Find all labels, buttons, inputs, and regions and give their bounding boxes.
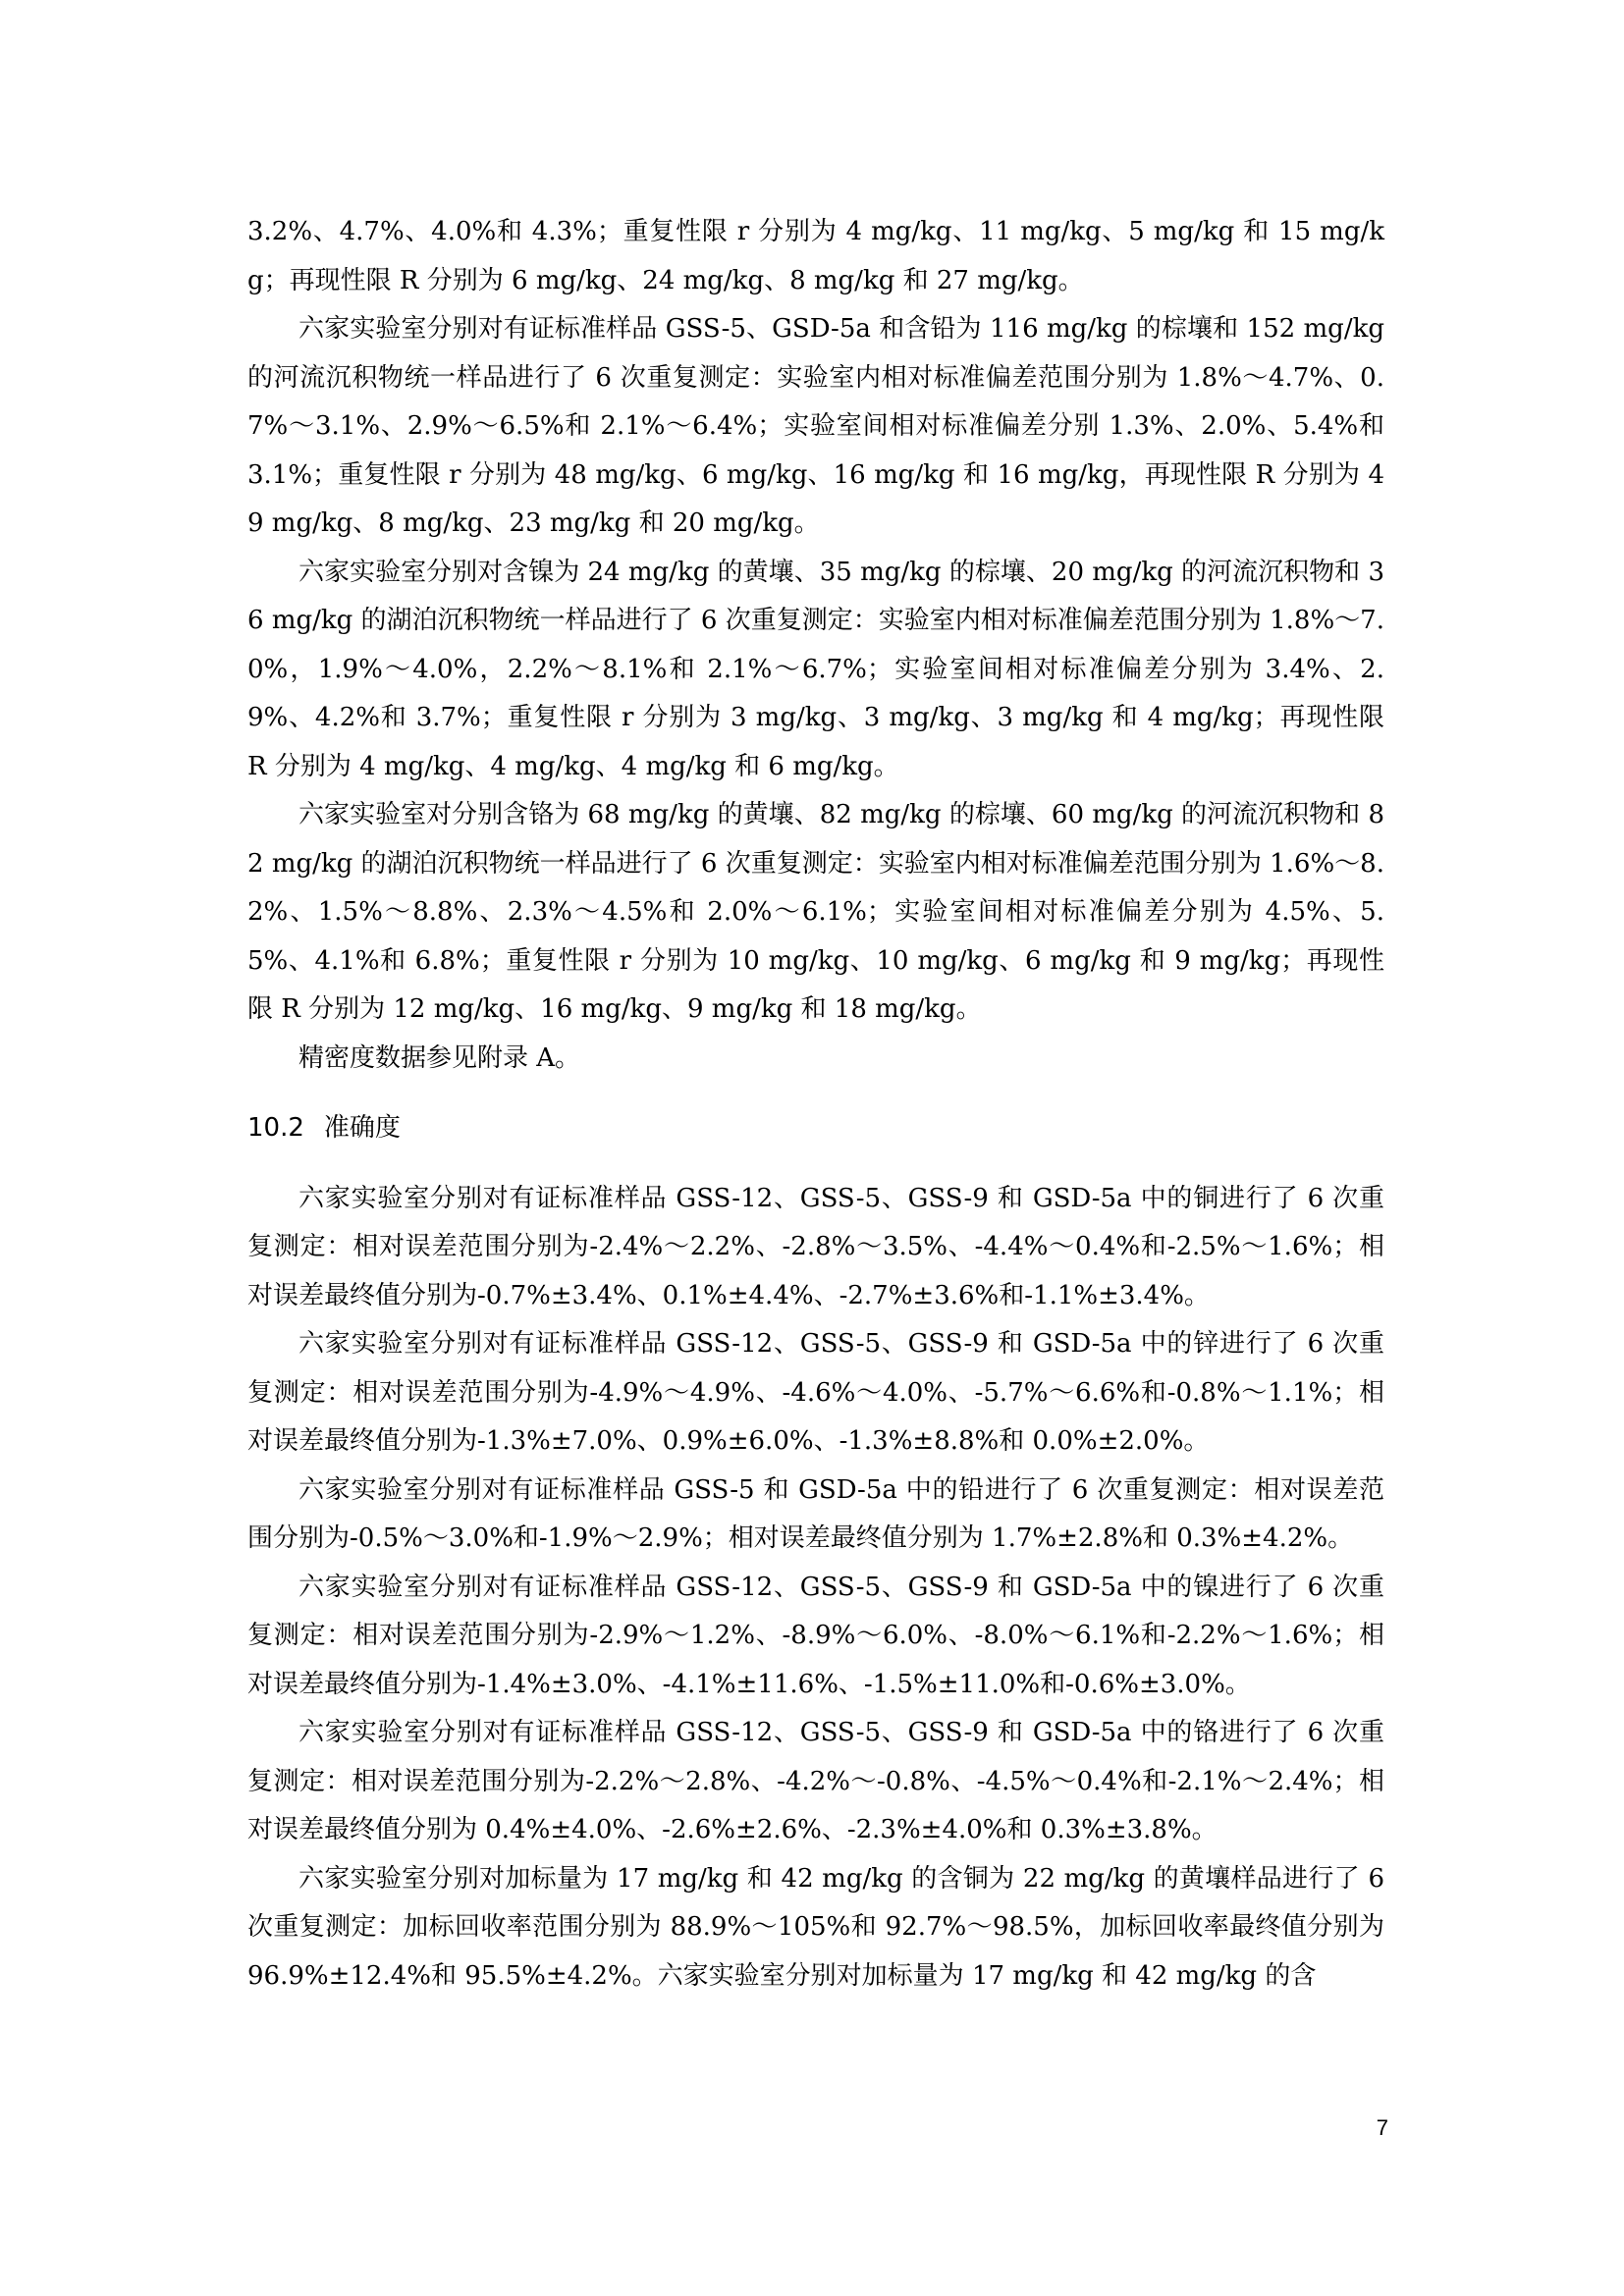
accuracy-paragraph-copper: 六家实验室分别对有证标准样品 GSS-12、GSS-5、GSS-9 和 GSD-5a 中的铜进行了 6 次重复测定：相对误差范围分别为-2.4%～2.2%、-2.8%～3.5%、-4.4%～0.4%和-2.5%～1.6%；相对误差最终值分别为-0.7%±3.4%、0.1%±4.4%、-2.7%±3.6%和-1.1%±3.4%。 [247, 1183, 1384, 1310]
precision-paragraph-lead: 六家实验室分别对有证标准样品 GSS-5、GSD-5a 和含铅为 116 mg/kg 的棕壤和 152 mg/kg 的河流沉积物统一样品进行了 6 次重复测定：实验室内相对标准偏差范围分别为 1.8%～4.7%、0.7%～3.1%、2.9%～6.5%和 2.1%～6.4%；实验室间相对标准偏差分别 1.3%、2.0%、5.4%和 3.1%；重复性限 r 分别为 48 mg/kg、6 mg/kg、16 mg/kg 和 16 mg/kg，再现性限 R 分别为 49 mg/kg、8 mg/kg、23 mg/kg 和 20 mg/kg。 [247, 314, 1384, 538]
accuracy-paragraph-chromium: 六家实验室分别对有证标准样品 GSS-12、GSS-5、GSS-9 和 GSD-5a 中的铬进行了 6 次重复测定：相对误差范围分别为-2.2%～2.8%、-4.2%～-0.8%、-4.5%～0.4%和-2.1%～2.4%；相对误差最终值分别为 0.4%±4.0%、-2.6%±2.6%、-2.3%±4.0%和 0.3%±3.8%。 [247, 1718, 1384, 1844]
section-title: 准确度 [323, 1113, 401, 1143]
section-heading-accuracy [247, 1104, 1384, 1153]
document-body [247, 208, 1384, 2001]
page-number: 7 [1376, 2115, 1388, 2140]
accuracy-paragraph-spike-recovery: 六家实验室分别对加标量为 17 mg/kg 和 42 mg/kg 的含铜为 22 mg/kg 的黄壤样品进行了 6 次重复测定：加标回收率范围分别为 88.9%～105%和 92.7%～98.5%，加标回收率最终值分别为 96.9%±12.4%和 95.5%±4.2%。六家实验室分别对加标量为 17 mg/kg 和 42 mg/kg 的含 [247, 1863, 1384, 1991]
precision-paragraph-nickel: 六家实验室分别对含镍为 24 mg/kg 的黄壤、35 mg/kg 的棕壤、20 mg/kg 的河流沉积物和 36 mg/kg 的湖泊沉积物统一样品进行了 6 次重复测定：实验室内相对标准偏差范围分别为 1.8%～7.0%，1.9%～4.0%，2.2%～8.1%和 2.1%～6.7%；实验室间相对标准偏差分别为 3.4%、2.9%、4.2%和 3.7%；重复性限 r 分别为 3 mg/kg、3 mg/kg、3 mg/kg 和 4 mg/kg；再现性限 R 分别为 4 mg/kg、4 mg/kg、4 mg/kg 和 6 mg/kg。 [247, 557, 1384, 781]
accuracy-paragraph-lead: 六家实验室分别对有证标准样品 GSS-5 和 GSD-5a 中的铅进行了 6 次重复测定：相对误差范围分别为-0.5%～3.0%和-1.9%～2.9%；相对误差最终值分别为 1.7%±2.8%和 0.3%±4.2%。 [247, 1474, 1384, 1553]
accuracy-paragraph-nickel: 六家实验室分别对有证标准样品 GSS-12、GSS-5、GSS-9 和 GSD-5a 中的镍进行了 6 次重复测定：相对误差范围分别为-2.9%～1.2%、-8.9%～6.0%、-8.0%～6.1%和-2.2%～1.6%；相对误差最终值分别为-1.4%±3.0%、-4.1%±11.6%、-1.5%±11.0%和-0.6%±3.0%。 [247, 1572, 1384, 1699]
precision-paragraph-continued: 3.2%、4.7%、4.0%和 4.3%；重复性限 r 分别为 4 mg/kg、11 mg/kg、5 mg/kg 和 15 mg/kg；再现性限 R 分别为 6 mg/kg、24 mg/kg、8 mg/kg 和 27 mg/kg。 [247, 217, 1384, 295]
precision-appendix-note: 精密度数据参见附录 A。 [298, 1042, 581, 1073]
precision-paragraph-chromium: 六家实验室对分别含铬为 68 mg/kg 的黄壤、82 mg/kg 的棕壤、60 mg/kg 的河流沉积物和 82 mg/kg 的湖泊沉积物统一样品进行了 6 次重复测定：实验室内相对标准偏差范围分别为 1.6%～8.2%、1.5%～8.8%、2.3%～4.5%和 2.0%～6.1%；实验室间相对标准偏差分别为 4.5%、5.5%、4.1%和 6.8%；重复性限 r 分别为 10 mg/kg、10 mg/kg、6 mg/kg 和 9 mg/kg；再现性限 R 分别为 12 mg/kg、16 mg/kg、9 mg/kg 和 18 mg/kg。 [247, 800, 1384, 1024]
accuracy-paragraph-zinc: 六家实验室分别对有证标准样品 GSS-12、GSS-5、GSS-9 和 GSD-5a 中的锌进行了 6 次重复测定：相对误差范围分别为-4.9%～4.9%、-4.6%～4.0%、-5.7%～6.6%和-0.8%～1.1%；相对误差最终值分别为-1.3%±7.0%、0.9%±6.0%、-1.3%±8.8%和 0.0%±2.0%。 [247, 1329, 1384, 1456]
section-number: 10.2 [247, 1113, 304, 1143]
